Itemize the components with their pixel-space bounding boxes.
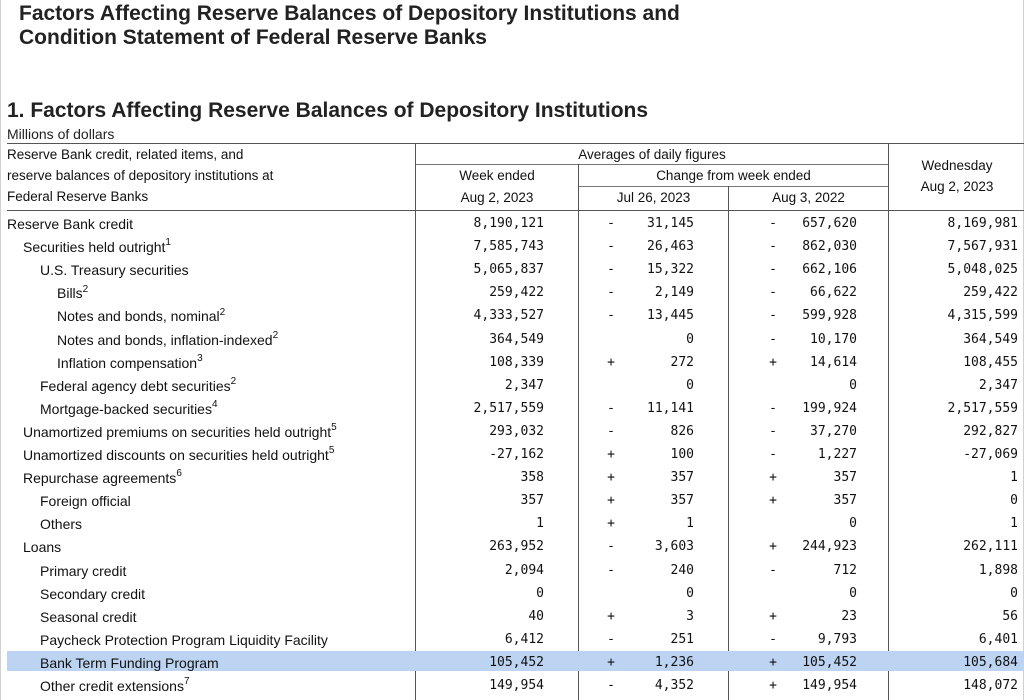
change-1-value: 3	[686, 608, 694, 624]
change-2-sign: -	[769, 239, 777, 255]
row-label-text: Bank Term Funding Program	[40, 654, 219, 671]
footnote-marker: 4	[211, 399, 218, 411]
header-change-col1: Jul 26, 2023	[616, 190, 691, 205]
row-label-text: Other credit extensions	[40, 678, 184, 694]
row-label	[40, 654, 219, 672]
change-1-sign: -	[607, 539, 615, 555]
table-row	[1, 606, 1024, 628]
units-note: Millions of dollars	[7, 126, 115, 142]
change-2-sign: -	[769, 562, 777, 578]
change-1-value: 251	[670, 631, 694, 647]
change-1-sign: -	[607, 562, 615, 578]
row-label	[40, 562, 126, 580]
change-2-value: 0	[849, 516, 857, 532]
change-2-value: 244,923	[802, 539, 857, 555]
change-1-value: 826	[670, 423, 694, 439]
row-label	[23, 538, 61, 556]
table-row	[1, 536, 1024, 558]
change-2-sign: +	[769, 470, 777, 486]
change-2-value: 662,106	[802, 262, 857, 278]
week-ended-value: 108,339	[489, 354, 544, 370]
change-2-value: 712	[833, 562, 857, 578]
table-row	[1, 444, 1024, 466]
table-row	[1, 329, 1024, 351]
change-1-value: 1	[686, 516, 694, 532]
change-1-value: 4,352	[654, 678, 694, 693]
table-row	[1, 259, 1024, 281]
change-1-sign: -	[607, 216, 615, 231]
wednesday-value: 148,072	[963, 678, 1018, 693]
change-1-value: 240	[670, 562, 694, 578]
wednesday-value: 8,169,981	[947, 216, 1018, 231]
row-label-text: Secondary credit	[40, 585, 146, 602]
change-1-value: 31,145	[647, 216, 694, 231]
row-label	[23, 469, 182, 487]
header-week-ended: Week ended	[459, 168, 535, 183]
week-ended-value: 149,954	[489, 678, 544, 693]
footnote-marker: 5	[331, 422, 337, 434]
row-label	[23, 446, 334, 464]
change-1-value: 357	[670, 493, 694, 509]
footnote-marker: 1	[165, 237, 171, 249]
change-2-value: 37,270	[810, 423, 857, 439]
change-1-sign: -	[607, 631, 615, 647]
week-ended-value: 0	[536, 585, 544, 601]
header-bottom-rule	[7, 210, 1024, 211]
change-2-value: 14,614	[810, 354, 857, 370]
week-ended-value: 40	[528, 608, 544, 624]
change-1-value: 272	[670, 354, 694, 370]
wednesday-value: 292,827	[963, 423, 1018, 439]
row-label-text: Primary credit	[40, 562, 127, 579]
row-label-text: U.S. Treasury securities	[40, 262, 189, 279]
row-label-text: Others	[40, 516, 83, 533]
change-1-sign: -	[607, 400, 615, 416]
row-label-text: Bills	[57, 285, 83, 302]
change-1-value: 2,149	[654, 285, 694, 301]
change-1-sign: +	[607, 447, 615, 462]
table-row	[1, 305, 1024, 327]
change-2-sign: -	[769, 631, 777, 647]
row-label	[57, 331, 278, 349]
change-1-value: 15,322	[647, 262, 694, 278]
wednesday-value: 1	[1010, 470, 1018, 486]
table-row	[1, 490, 1024, 512]
change-2-value: 1,227	[817, 447, 857, 462]
header-wednesday-date: Aug 2, 2023	[920, 179, 994, 194]
change-1-sign: +	[607, 354, 615, 370]
week-ended-value: 259,422	[489, 285, 544, 301]
wednesday-value: 5,048,025	[947, 262, 1018, 278]
row-label-text: Notes and bonds, nominal	[57, 308, 220, 325]
change-1-value: 26,463	[647, 239, 694, 255]
change-1-sign: +	[607, 608, 615, 624]
table-row	[1, 352, 1024, 374]
row-label	[57, 307, 225, 325]
footnote-marker: 2	[230, 376, 237, 388]
footnote-marker: 2	[219, 306, 226, 318]
week-ended-value: 4,333,527	[473, 308, 544, 324]
table-row	[1, 629, 1024, 651]
header-left-line-3: Federal Reserve Banks	[7, 189, 149, 204]
change-2-value: 66,622	[810, 285, 857, 301]
document-title: Factors Affecting Reserve Balances of Depository Institutions and Condition Statement of Federal Reserve Banks	[19, 2, 680, 49]
row-label	[23, 238, 171, 256]
row-label-text: Seasonal credit	[40, 608, 137, 625]
row-label-text: Federal agency debt securities	[40, 377, 231, 394]
row-label	[40, 492, 131, 510]
wednesday-value: 4,315,599	[947, 308, 1018, 324]
row-label	[57, 284, 88, 302]
wednesday-value: 7,567,931	[947, 239, 1018, 255]
change-2-sign: -	[769, 308, 777, 324]
row-label-text: Securities held outright	[23, 239, 166, 256]
change-2-sign: -	[769, 400, 777, 416]
row-label	[40, 261, 189, 279]
header-wednesday: Wednesday	[921, 158, 993, 173]
table-row	[1, 398, 1024, 420]
table-row	[1, 675, 1024, 697]
change-2-sign: +	[769, 354, 777, 370]
week-ended-value: 7,585,743	[473, 239, 544, 255]
header-change: Change from week ended	[656, 168, 811, 183]
change-1-sign: +	[607, 493, 615, 509]
change-2-value: 105,452	[802, 654, 857, 670]
footnote-marker: 6	[176, 468, 182, 480]
week-ended-value: -27,162	[489, 447, 544, 462]
wednesday-value: 1	[1010, 516, 1018, 532]
row-label	[40, 515, 82, 533]
table-row	[1, 282, 1024, 304]
change-2-sign: -	[769, 331, 777, 347]
change-2-value: 199,924	[802, 400, 857, 416]
wednesday-value: 0	[1010, 585, 1018, 601]
footnote-marker: 2	[272, 329, 279, 341]
footnote-marker: 3	[197, 352, 203, 364]
footnote-marker: 2	[82, 283, 89, 295]
week-ended-value: 1	[536, 516, 544, 532]
change-1-sign: -	[607, 285, 615, 301]
wednesday-value: 2,517,559	[947, 400, 1018, 416]
change-1-value: 100	[670, 447, 694, 462]
change-2-value: 657,620	[802, 216, 857, 231]
change-1-value: 13,445	[647, 308, 694, 324]
row-label-text: Inflation compensation	[57, 354, 198, 371]
change-1-sign: -	[607, 262, 615, 278]
change-1-sign: -	[607, 423, 615, 439]
row-label	[23, 423, 337, 441]
change-1-value: 0	[686, 585, 694, 601]
wednesday-value: 364,549	[963, 331, 1018, 347]
wednesday-value: 108,455	[963, 354, 1018, 370]
wednesday-value: 2,347	[978, 377, 1018, 393]
row-label-text: Notes and bonds, inflation-indexed	[57, 331, 273, 348]
row-label	[57, 354, 203, 372]
week-ended-value: 8,190,121	[473, 216, 544, 231]
table-row	[1, 583, 1024, 605]
wednesday-value: 105,684	[963, 654, 1018, 670]
week-ended-value: 357	[520, 493, 544, 509]
change-2-sign: +	[769, 654, 777, 670]
week-ended-value: 105,452	[489, 654, 544, 670]
change-2-value: 357	[833, 493, 857, 509]
table-row	[1, 213, 1024, 235]
week-ended-value: 364,549	[489, 331, 544, 347]
row-label	[7, 215, 133, 233]
change-2-sign: +	[769, 678, 777, 693]
row-label	[40, 677, 190, 695]
table-row	[1, 652, 1024, 674]
week-ended-value: 2,094	[504, 562, 544, 578]
wednesday-value: 6,401	[978, 631, 1018, 647]
wednesday-value: 259,422	[963, 285, 1018, 301]
row-label	[40, 585, 145, 603]
change-2-sign: -	[769, 285, 777, 301]
table-row	[1, 375, 1024, 397]
row-label-text: Unamortized discounts on securities held outright	[23, 447, 329, 463]
week-ended-value: 2,517,559	[473, 400, 544, 416]
header-averages: Averages of daily figures	[578, 147, 726, 162]
wednesday-value: 56	[1002, 608, 1018, 624]
row-label-text: Unamortized premiums on securities held outright	[23, 423, 332, 440]
row-label	[40, 608, 137, 626]
header-left-line-1: Reserve Bank credit, related items, and	[7, 147, 244, 162]
row-label-text: Paycheck Protection Program Liquidity Facility	[40, 631, 328, 648]
change-1-sign: +	[607, 470, 615, 486]
footnote-marker: 7	[183, 676, 190, 688]
change-1-value: 3,603	[654, 539, 694, 555]
week-ended-value: 358	[520, 470, 544, 486]
row-label-text: Mortgage-backed securities	[40, 400, 212, 417]
table-row	[1, 421, 1024, 443]
change-1-value: 0	[686, 331, 694, 347]
row-label	[40, 400, 218, 418]
change-2-sign: +	[769, 493, 777, 509]
change-2-sign: -	[769, 262, 777, 278]
change-1-value: 357	[670, 470, 694, 486]
change-2-value: 0	[849, 377, 857, 393]
change-2-sign: -	[769, 423, 777, 439]
change-1-sign: +	[607, 654, 615, 670]
wednesday-value: 0	[1010, 493, 1018, 509]
change-2-sign: +	[769, 539, 777, 555]
change-1-sign: -	[607, 239, 615, 255]
wednesday-value: -27,069	[963, 447, 1018, 462]
row-label-text: Foreign official	[40, 493, 131, 510]
row-label-text: Reserve Bank credit	[7, 216, 134, 232]
table-row	[1, 467, 1024, 489]
change-2-value: 357	[833, 470, 857, 486]
change-2-sign: +	[769, 608, 777, 624]
change-1-value: 1,236	[654, 654, 694, 670]
week-ended-value: 6,412	[504, 631, 544, 647]
header-change-col2: Aug 3, 2022	[772, 190, 845, 205]
change-2-value: 23	[841, 608, 857, 624]
table-row	[1, 560, 1024, 582]
change-2-sign: -	[769, 447, 777, 462]
section-title: 1. Factors Affecting Reserve Balances of Depository Institutions	[7, 99, 649, 122]
header-left-line-2: reserve balances of depository institutions at	[7, 168, 274, 183]
row-label-text: Loans	[23, 539, 62, 556]
table-row	[1, 236, 1024, 258]
change-underline	[579, 186, 888, 187]
wednesday-value: 262,111	[963, 539, 1018, 555]
change-2-value: 599,928	[802, 308, 857, 324]
table-row	[1, 513, 1024, 535]
week-ended-value: 263,952	[489, 539, 544, 555]
change-1-sign: -	[607, 678, 615, 693]
header-top-rule	[7, 143, 1024, 144]
footnote-marker: 5	[328, 445, 335, 457]
change-1-sign: +	[607, 516, 615, 532]
week-ended-value: 5,065,837	[473, 262, 544, 278]
change-2-value: 0	[849, 585, 857, 601]
wednesday-value: 1,898	[978, 562, 1018, 578]
change-2-value: 862,030	[802, 239, 857, 255]
week-ended-value: 293,032	[489, 423, 544, 439]
row-label-text: Repurchase agreements	[23, 470, 177, 487]
header-week-ended-date: Aug 2, 2023	[460, 190, 534, 205]
change-1-value: 11,141	[647, 400, 694, 416]
row-label	[40, 631, 328, 649]
change-1-sign: -	[607, 308, 615, 324]
row-label	[40, 377, 236, 395]
change-2-value: 10,170	[810, 331, 857, 347]
week-ended-value: 2,347	[504, 377, 544, 393]
change-2-sign: -	[769, 216, 777, 231]
change-2-value: 9,793	[817, 631, 857, 647]
change-2-value: 149,954	[802, 678, 857, 693]
change-1-value: 0	[686, 377, 694, 393]
